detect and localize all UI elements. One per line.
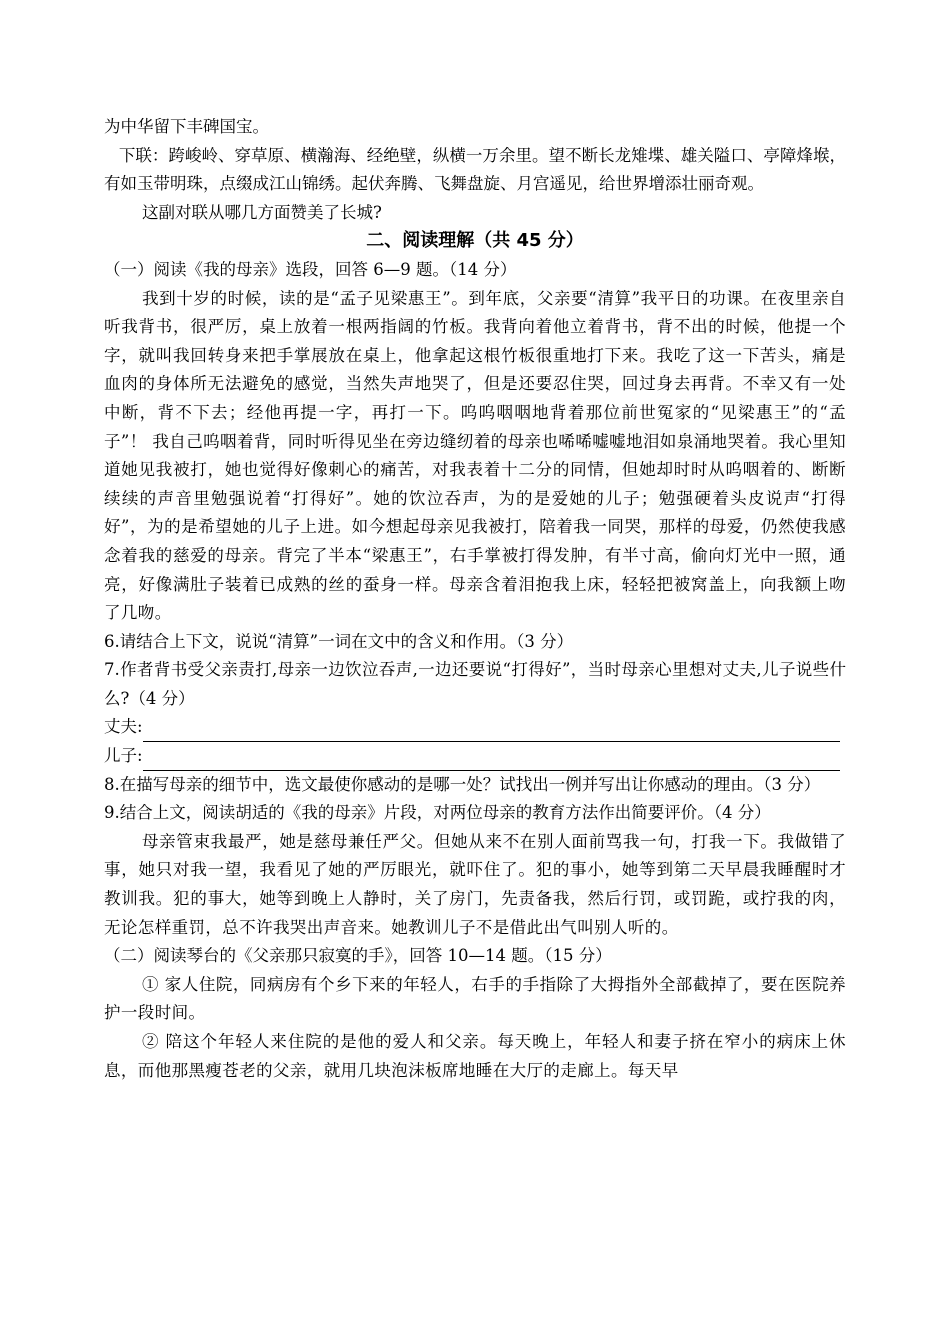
husband-label: 丈夫: — [104, 717, 143, 737]
section-title: 二、阅读理解（共 45 分） — [366, 230, 584, 252]
question-9: 9.结合上文，阅读胡适的《我的母亲》片段，对两位母亲的教育方法作出简要评价。（4 分） — [104, 803, 771, 823]
son-blank[interactable] — [143, 749, 840, 771]
husband-blank[interactable] — [143, 720, 840, 742]
part2-intro: （二）阅读琴台的《父亲那只寂寞的手》，回答 10—14 题。（15 分） — [104, 946, 612, 966]
answer-line-son[interactable] — [104, 742, 846, 771]
question-8: 8.在描写母亲的细节中，选文最使你感动的是哪一处？试找出一例并写出让你感动的理由。（3 分） — [104, 774, 821, 794]
couplet-question: 这副对联从哪几方面赞美了长城? — [141, 202, 382, 222]
paragraph-1: ① 家人住院，同病房有个乡下来的年轻人，右手的手指除了大拇指外全部截掉了，要在医院养护一段时间。 — [104, 974, 846, 1023]
exam-page — [104, 113, 846, 1085]
paragraph-2: ② 陪这个年轻人来住院的是他的爱人和父亲。每天晚上，年轻人和妻子挤在窄小的病床上休息，而他那黑瘦苍老的父亲，就用几块泡沫板席地睡在大厅的走廊上。每天早 — [104, 1032, 846, 1080]
question-7: 7.作者背书受父亲责打,母亲一边饮泣吞声,一边还要说“打得好”，当时母亲心里想对丈夫,儿子说些什么?（4 分） — [104, 660, 846, 708]
son-label: 儿子: — [104, 746, 143, 766]
question-6: 6.请结合上下文，说说“清算”一词在文中的含义和作用。（3 分） — [104, 631, 574, 651]
hushi-passage: 母亲管束我最严，她是慈母兼任严父。但她从来不在别人面前骂我一句，打我一下。我做错了事，她只对我一望，我看见了她的严厉眼光，就吓住了。犯的事小，她等到第二天早晨我睡醒时才教训我。犯的事大，她等到晚上人静时，关了房门，先责备我，然后行罚，或罚跪，或拧我的肉，无论怎样重罚，总不许我哭出声音来。她教训儿子不是借此出气叫别人听的。 — [104, 831, 846, 937]
reading-passage: 我到十岁的时候，读的是“孟子见梁惠王”。到年底，父亲要“清算”我平日的功课。在夜里亲自听我背书，很严厉，桌上放着一根两指阔的竹板。我背向着他立着背书，背不出的时候，他提一个字，就叫我回转身来把手掌展放在桌上，他拿起这根竹板很重地打下来。我吃了这一下苦头，痛是血肉的身体所无法避免的感觉，当然失声地哭了，但是还要忍住哭，回过身去再背。不幸又有一处中断，背不下去；经他再提一字，再打一下。呜呜咽咽地背着那位前世冤家的“见梁惠王”的“孟子”！ 我自己呜咽着背，同时听得见坐在旁边缝纫着的母亲也唏唏嘘嘘地泪如泉涌地哭着。我心里知道她见我被打，她也觉得好像刺心的痛苦，对我表着十二分的同情，但她却时时从呜咽着的、断断续续的声音里勉强说着“打得好”。她的饮泣吞声，为的是爱她的儿子；勉强硬着头皮说声“打得好”，为的是希望她的儿子上进。如今想起母亲见我被打，陪着我一同哭，那样的母爱，仍然使我感念着我的慈爱的母亲。背完了半本“梁惠王”，右手掌被打得发肿，有半寸高，偷向灯光中一照，通亮，好像满肚子装着已成熟的丝的蚕身一样。母亲含着泪抱我上床，轻轻把被窝盖上，向我额上吻了几吻。 — [104, 288, 846, 623]
couplet-upper-tail: 为中华留下丰碑国宝。 — [104, 117, 269, 136]
answer-line-husband[interactable] — [104, 713, 846, 742]
part1-intro: （一）阅读《我的母亲》选段，回答 6—9 题。（14 分） — [104, 259, 517, 279]
couplet-lower: 下联：跨峻岭、穿草原、横瀚海、经绝壁，纵横一万余里。望不断长龙雉堞、雄关隘口、亭障烽堠，有如玉带明珠，点缀成江山锦绣。起伏奔腾、飞舞盘旋、月宫遥见，给世界增添壮丽奇观。 — [104, 145, 846, 194]
